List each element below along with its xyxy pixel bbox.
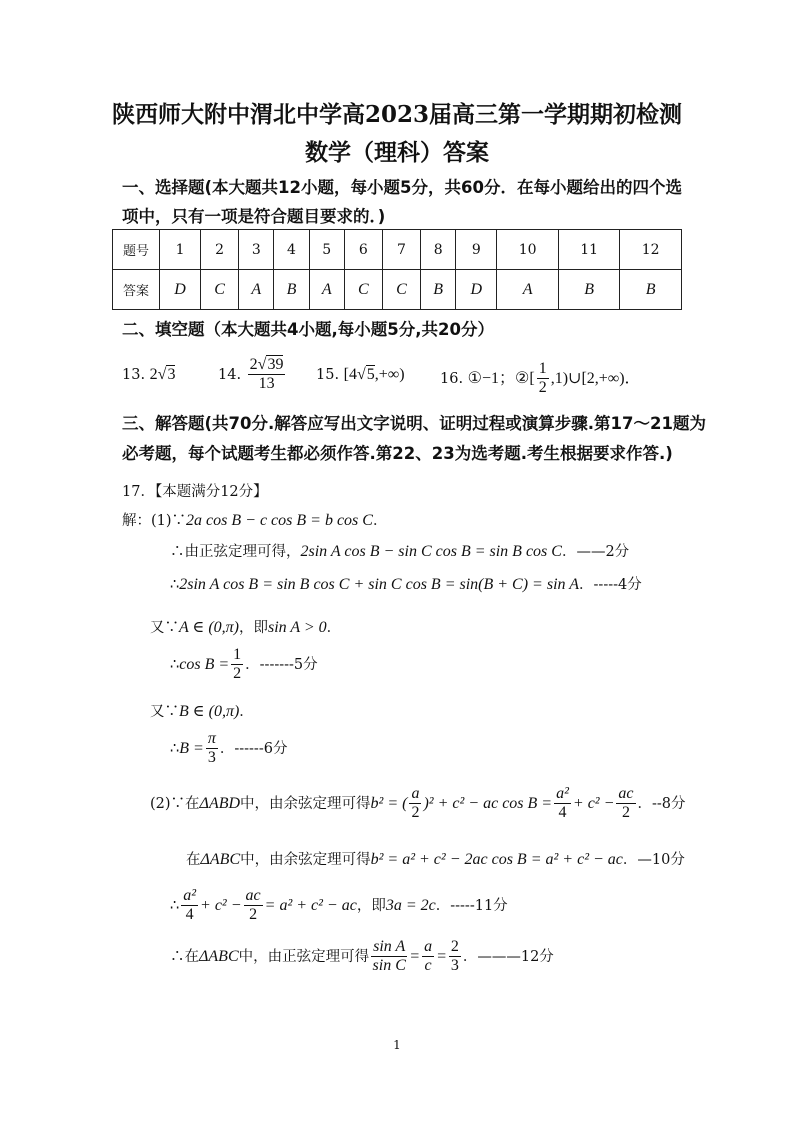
- l10-m2: = a² + c² − ac: [264, 896, 357, 914]
- l6-end: ．: [239, 704, 254, 720]
- l7-fraction: [206, 730, 218, 768]
- l8-frac2-den: 4: [558, 804, 567, 822]
- q14-radicand: 39: [267, 356, 284, 373]
- table-cell-number: 7: [382, 230, 420, 270]
- l1-math: 2a cos B − c cos B = b cos C: [186, 512, 373, 529]
- row-label-number: 题号: [113, 230, 160, 270]
- l11-frac1-num: sin A: [371, 938, 407, 957]
- l8-m1: b² = (: [370, 794, 408, 812]
- l9-triangle: ΔABC: [200, 851, 241, 868]
- l8-frac2-num: a²: [554, 785, 571, 804]
- l5-lhs: cos B =: [179, 655, 230, 673]
- q14-fraction: [248, 356, 286, 394]
- l5-fraction: [231, 646, 243, 684]
- l11-frac1-den: sin C: [372, 957, 406, 975]
- l7-prefix: ∴: [170, 740, 180, 757]
- l11-frac3: [449, 938, 461, 976]
- table-cell-answer: B: [558, 270, 620, 310]
- l11-prefix: ∴在: [170, 948, 199, 965]
- page-subtitle: 数学（理科）答案: [305, 139, 489, 166]
- page-title: 陕西师大附中渭北中学高2023届高三第一学期期初检测: [111, 101, 682, 128]
- l10-prefix: ∴: [170, 897, 180, 914]
- l10-frac1-num: a²: [181, 887, 198, 906]
- l11-frac1: [371, 938, 407, 976]
- l10-mid: ，即: [356, 897, 386, 914]
- l10-frac2-num: ac: [244, 887, 263, 906]
- l10-frac1: [181, 887, 198, 925]
- q15-label: 15.: [316, 367, 340, 383]
- q17-line-6: [150, 700, 254, 721]
- section3-heading-line2: 必考题，每个试题考生都必须作答.第22、23为选考题.考生根据要求作答.): [122, 444, 673, 463]
- table-cell-answer: C: [382, 270, 420, 310]
- l10-frac2: [244, 887, 263, 925]
- l8-frac3: [616, 785, 635, 823]
- l4-mid: ，即: [239, 620, 268, 636]
- l5-end: ．-------5分: [245, 656, 318, 673]
- l11-frac2-den: c: [424, 957, 432, 975]
- l5-denominator: 2: [233, 665, 242, 683]
- q16-numerator: 1: [537, 360, 549, 379]
- table-cell-number: 10: [497, 230, 559, 270]
- q17-line-5: [170, 646, 318, 684]
- l11-frac2: [422, 938, 434, 976]
- l11-frac3-num: 2: [449, 938, 461, 957]
- l11-frac3-den: 3: [450, 957, 459, 975]
- table-cell-answer: B: [274, 270, 309, 310]
- table-cell-answer: D: [456, 270, 497, 310]
- l7-lhs: B =: [179, 739, 204, 757]
- table-cell-answer: B: [620, 270, 682, 310]
- q15-pre: [4: [343, 366, 357, 383]
- q14-label: 14.: [218, 366, 242, 383]
- table-cell-number: 6: [344, 230, 382, 270]
- q13-answer: [122, 366, 175, 384]
- l11-eq2: =: [436, 947, 447, 965]
- l8-m3: + c² −: [572, 794, 615, 812]
- l10-frac1-den: 4: [185, 906, 194, 924]
- q13-math: 2√3: [149, 366, 176, 383]
- q15-post: ,+∞): [374, 366, 405, 383]
- l7-end: ．------6分: [219, 740, 288, 757]
- table-cell-answer: C: [201, 270, 239, 310]
- q13-radicand: 3: [167, 366, 176, 383]
- table-cell-answer: A: [239, 270, 274, 310]
- l8-frac1-den: 2: [411, 804, 420, 822]
- l11-eq1: =: [409, 947, 421, 965]
- q15-math: [4√5,+∞): [343, 366, 405, 383]
- q17-line-7: [170, 730, 287, 768]
- q17-line-3: [170, 573, 642, 594]
- q17-line-4: [150, 616, 341, 637]
- q17-line-1: [122, 509, 387, 530]
- q14-coef: 2: [249, 356, 258, 373]
- section1-heading-line2: 项中，只有一项是符合题目要求的．): [122, 207, 386, 226]
- table-cell-answer: A: [309, 270, 344, 310]
- q14-denominator: 13: [258, 375, 275, 393]
- q15-radicand: 5: [366, 366, 375, 383]
- table-cell-answer: A: [497, 270, 559, 310]
- l11-mid: 中，由正弦定理可得: [238, 948, 370, 965]
- q16-denominator: 2: [538, 379, 547, 397]
- table-cell-answer: B: [421, 270, 456, 310]
- l10-m1: + c² −: [200, 896, 242, 914]
- q16-part2: ,1)∪[2,+∞)．: [550, 369, 641, 387]
- l8-frac2: [554, 785, 571, 823]
- l11-frac2-num: a: [422, 938, 434, 957]
- l5-numerator: 1: [231, 646, 243, 665]
- l3-prefix: ∴: [170, 577, 180, 593]
- q13-coef: 2: [149, 366, 158, 383]
- l8-mid: 中，由余弦定理可得: [240, 795, 371, 812]
- l1-end: ．: [372, 513, 388, 529]
- l7-denominator: 3: [207, 749, 216, 767]
- l11-end: ．———12分: [462, 948, 554, 965]
- table-cell-answer: C: [344, 270, 382, 310]
- l4-math1: A ∈ (0,π): [179, 619, 239, 636]
- l8-frac1-num: a: [409, 785, 421, 804]
- l10-end: ．-----11分: [435, 897, 508, 914]
- l10-math: 3a = 2c: [385, 896, 436, 914]
- l4-math2: sin A > 0: [268, 619, 327, 636]
- table-cell-number: 12: [620, 230, 682, 270]
- l9-prefix: 在: [186, 852, 201, 868]
- l7-numerator: π: [206, 730, 218, 749]
- l8-prefix: (2)∵在: [150, 795, 200, 812]
- l2-end: ．——2分: [561, 544, 630, 560]
- l1-prefix: 解：(1)∵: [122, 513, 187, 529]
- q17-line-10: [170, 887, 508, 925]
- table-cell-number: 1: [160, 230, 201, 270]
- l8-frac1: [409, 785, 421, 823]
- section3-heading-line1: 三、解答题(共70分.解答应写出文字说明、证明过程或演算步骤.第17～21题为: [122, 414, 706, 433]
- l5-prefix: ∴: [170, 656, 180, 673]
- l9-mid: 中，由余弦定理可得: [240, 852, 371, 868]
- l8-triangle: ΔABD: [199, 794, 241, 812]
- table-cell-number: 5: [309, 230, 344, 270]
- l4-prefix: 又∵: [150, 620, 179, 636]
- q13-label: 13.: [122, 367, 146, 383]
- row-label-answer: 答案: [113, 270, 160, 310]
- l4-end: ．: [326, 620, 342, 636]
- q17-line-9: [186, 848, 685, 869]
- l2-math: 2sin A cos B − sin C cos B = sin B cos C: [300, 543, 562, 560]
- section1-heading-line1: 一、选择题(本大题共12小题，每小题5分，共60分．在每小题给出的四个选: [122, 178, 682, 197]
- q14-numerator: 2√39: [248, 356, 286, 375]
- l11-triangle: ΔABC: [199, 947, 239, 965]
- l3-end: ．-----4分: [579, 577, 642, 593]
- table-cell-number: 9: [456, 230, 497, 270]
- q17-line-11: [170, 938, 554, 976]
- page-number: 1: [393, 1038, 401, 1052]
- q16-part1: ①−1；②[: [467, 369, 535, 387]
- table-cell-number: 4: [274, 230, 309, 270]
- table-cell-number: 11: [558, 230, 620, 270]
- table-row-answers: [113, 270, 682, 310]
- table-row-numbers: [113, 230, 682, 270]
- l8-end: ．--8分: [637, 795, 686, 812]
- section2-heading: 二、填空题（本大题共4小题,每小题5分,共20分）: [122, 320, 494, 339]
- q17-line-8: [150, 785, 686, 823]
- q16-fraction: [537, 360, 549, 398]
- q16-label: 16.: [440, 370, 464, 387]
- l9-end: ．—10分: [622, 852, 685, 868]
- l6-math: B ∈ (0,π): [179, 703, 240, 720]
- l8-m2: )² + c² − ac cos B =: [423, 794, 553, 812]
- table-cell-number: 2: [201, 230, 239, 270]
- q17-header: 17．【本题满分12分】: [122, 484, 268, 500]
- l10-frac2-den: 2: [249, 906, 258, 924]
- table-cell-number: 8: [421, 230, 456, 270]
- q14-answer: [218, 356, 287, 394]
- table-cell-answer: D: [160, 270, 201, 310]
- q15-answer: [316, 366, 405, 384]
- l8-frac3-num: ac: [616, 785, 635, 804]
- l3-math: 2sin A cos B = sin B cos C + sin C cos B = sin(B + C) = sin A: [179, 576, 580, 593]
- l6-prefix: 又∵: [150, 704, 179, 720]
- l9-math: b² = a² + c² − 2ac cos B = a² + c² − ac: [370, 851, 623, 868]
- table-cell-number: 3: [239, 230, 274, 270]
- q16-answer: [440, 360, 641, 398]
- l2-prefix: ∴由正弦定理可得，: [170, 544, 301, 560]
- answer-table: [112, 229, 682, 310]
- l8-frac3-den: 2: [621, 804, 630, 822]
- q17-line-2: [170, 540, 629, 561]
